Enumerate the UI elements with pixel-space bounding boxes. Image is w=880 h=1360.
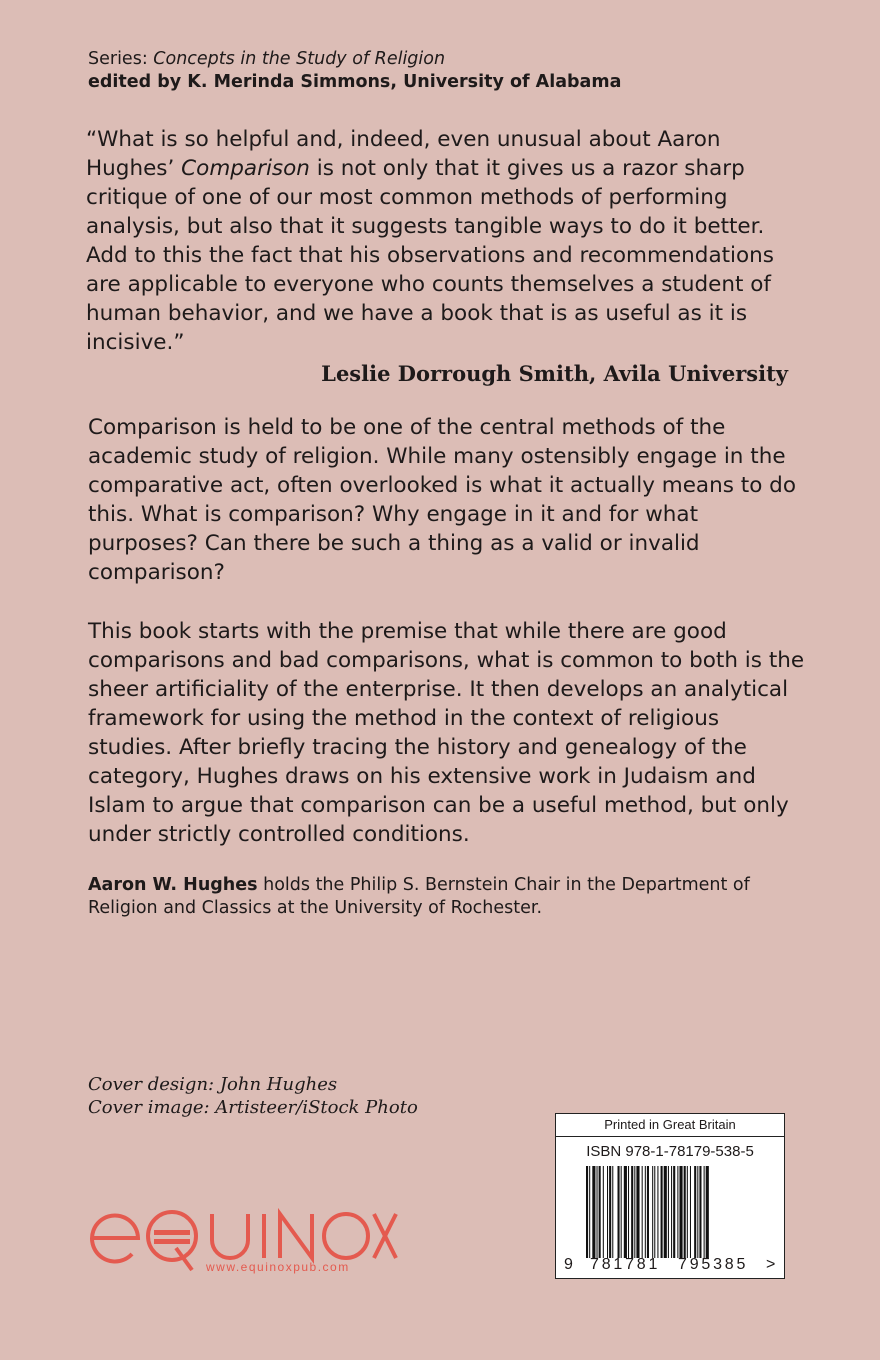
barcode-bar bbox=[592, 1166, 595, 1258]
barcode-bar bbox=[634, 1166, 635, 1258]
barcode-bar bbox=[652, 1166, 653, 1258]
barcode-chevron: > bbox=[766, 1256, 776, 1273]
barcode-bar bbox=[609, 1166, 611, 1258]
barcode-bar bbox=[597, 1166, 598, 1258]
author-name: Aaron W. Hughes bbox=[88, 875, 258, 895]
barcode-bar bbox=[661, 1166, 663, 1258]
series-info bbox=[88, 48, 621, 94]
isbn-label: ISBN 978-1-78179-538-5 bbox=[586, 1143, 754, 1160]
printed-in-label: Printed in Great Britain bbox=[556, 1114, 784, 1137]
quote-part2: is not only that it gives us a razor sharp critique of one of our most common methods of performing analysis, but also that it suggests tangible ways to do it better. Add to this the fact that his observations and recommendations are applicable to everyone who counts themselves a student of human behavior, and we have a book that is as useful as it is incisive.” bbox=[86, 156, 775, 355]
barcode-bar bbox=[684, 1166, 686, 1258]
cover-credits bbox=[88, 1073, 418, 1119]
barcode-bar bbox=[647, 1166, 649, 1258]
equinox-logo-icon bbox=[88, 1200, 398, 1290]
quote-attribution: Leslie Dorrough Smith, Avila University bbox=[321, 361, 788, 386]
endorsement-quote bbox=[86, 125, 806, 388]
description-paragraph-1: Comparison is held to be one of the central methods of the academic study of religion. While many ostensibly engage in the comparative act, often overlooked is what it actually means to do this. What is comparison? Why engage in it and for what purposes? Can there be such a thing as a valid or invalid comparison? bbox=[88, 415, 796, 585]
barcode-box bbox=[555, 1113, 785, 1279]
barcode-bar bbox=[603, 1166, 604, 1258]
barcode-bar bbox=[699, 1166, 701, 1258]
barcode-bar bbox=[657, 1166, 658, 1258]
barcode-bar bbox=[624, 1166, 627, 1258]
cover-design-credit: Cover design: John Hughes bbox=[88, 1074, 338, 1095]
barcode-bar bbox=[679, 1166, 682, 1258]
author-bio-text: holds the Philip S. Bernstein Chair in the Department of Religion and Classics at the University of Rochester. bbox=[88, 875, 750, 918]
barcode-bar bbox=[704, 1166, 705, 1258]
barcode-bar bbox=[631, 1166, 633, 1258]
barcode-bar bbox=[607, 1166, 608, 1258]
barcode-bar bbox=[586, 1166, 588, 1258]
barcode-bar bbox=[697, 1166, 698, 1258]
author-bio bbox=[88, 874, 808, 920]
barcode-bar bbox=[694, 1166, 696, 1258]
barcode-first-digit: 9 bbox=[564, 1256, 573, 1273]
quote-part1: “What is so helpful and, indeed, even unusual about Aaron Hughes’ bbox=[86, 127, 721, 181]
barcode-digits-right: 795385 bbox=[678, 1256, 749, 1273]
barcode-bar bbox=[687, 1166, 688, 1258]
publisher-url: www.equinoxpub.com bbox=[206, 1260, 350, 1274]
barcode-bar bbox=[654, 1166, 655, 1258]
barcode-bar bbox=[612, 1166, 613, 1258]
description-paragraph-2: This book starts with the premise that while there are good comparisons and bad comparisons, what is common to both is the sheer artificiality of the enterprise. It then develops an analytical framework for using the method in the context of religious studies. After briefly tracing the history and genealogy of the category, Hughes draws on his extensive work in Judaism and Islam to argue that comparison can be a useful method, but only under strictly controlled conditions. bbox=[88, 619, 805, 847]
barcode-bar bbox=[636, 1166, 639, 1258]
barcode-icon bbox=[586, 1166, 764, 1258]
quote-book-title: Comparison bbox=[181, 156, 310, 181]
barcode-bar bbox=[628, 1166, 629, 1258]
barcode-bar bbox=[671, 1166, 672, 1258]
barcode-bar bbox=[668, 1166, 669, 1258]
barcode-bar bbox=[677, 1166, 678, 1258]
barcode-bar bbox=[599, 1166, 601, 1258]
barcode-bar bbox=[673, 1166, 675, 1258]
barcode-bar bbox=[621, 1166, 622, 1258]
series-editor: edited by K. Merinda Simmons, University of Alabama bbox=[88, 72, 622, 92]
barcode-bar bbox=[645, 1166, 646, 1258]
barcode-bar bbox=[706, 1166, 709, 1258]
series-name: Concepts in the Study of Religion bbox=[153, 49, 446, 69]
barcode-bar bbox=[664, 1166, 667, 1258]
barcode-bar bbox=[589, 1166, 590, 1258]
barcode-bar bbox=[642, 1166, 643, 1258]
cover-image-credit: Cover image: Artisteer/iStock Photo bbox=[88, 1097, 418, 1118]
publisher-logo bbox=[88, 1200, 398, 1290]
barcode-digits-left: 781781 bbox=[590, 1256, 661, 1273]
barcode-bar bbox=[618, 1166, 620, 1258]
series-prefix: Series: bbox=[88, 49, 154, 69]
barcode-bar bbox=[690, 1166, 691, 1258]
